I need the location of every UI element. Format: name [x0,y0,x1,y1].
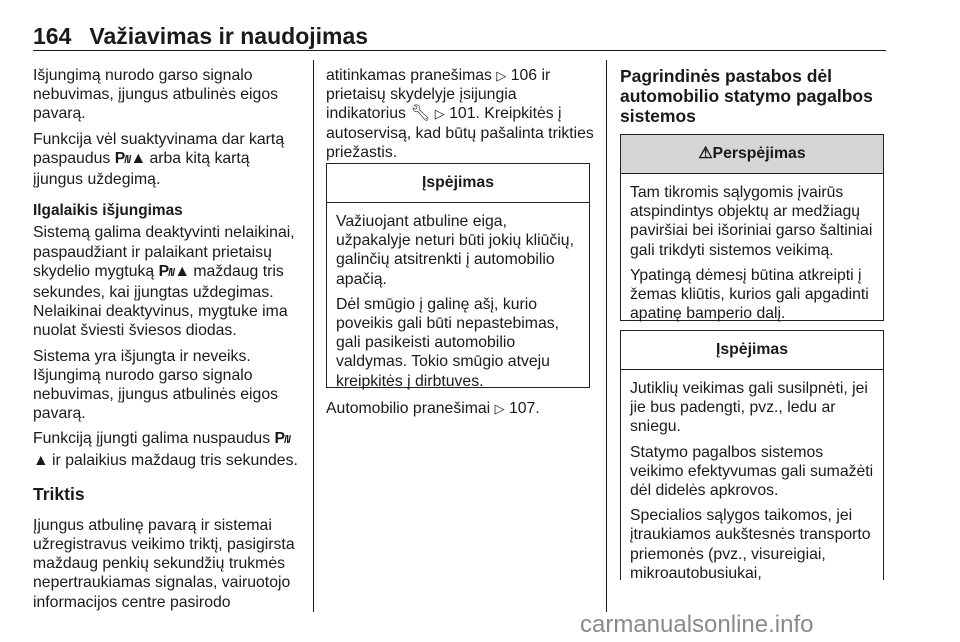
paragraph: Funkciją įjungti galima nuspaudus P/ǀ/▲ ir palaikius maždaug tris sekundes. [33,430,298,469]
page-reference[interactable]: 107 [508,400,536,417]
warning-box-body: Važiuojant atbuline eiga, užpakalyje neturi būti jokių kliūčių, galinčių atsitrenkti į automobilio apačią. Dėl smūgio į galinę ašį, kurio poveikis gali būti nepastebimas, gali pasikeisti automobilio valdymas. Tokio smūgio atveju kreipkitės į dirbtuves. [336,213,574,390]
paragraph: Sistema yra išjungta ir neveiks. Išjungimą nurodo garso signalo nebuvimas, įjungus atbulinės eigos pavarą. [33,347,279,423]
warning-box-body: Jutiklių veikimas gali susilpnėti, jei jie bus padengti, pvz., ledu ar sniegu. Statymo pagalbos sistemos veikimo efektyvumas gali sumažėti dėl didelės apkrovos. Specialios sąlygos taikomos, jei įtraukiamos aukštesnės transporto priemonės (pvz., visureigiai, mikroautobusiukai, [630,380,874,582]
paragraph: Automobilio pranešimai ▷ 107. [326,400,540,417]
warning-box-title: Įspėjimas [621,331,883,370]
watermark: carmanualsonline.info [580,611,814,638]
paragraph: Išjungimą nurodo garso signalo nebuvimas, įjungus atbulinės eigos pavarą. [33,67,279,123]
warning-box [326,163,590,388]
page-ref-arrow-icon: ▷ [434,106,445,122]
page-ref-arrow-icon: ▷ [496,68,507,83]
page-reference[interactable]: 106 [510,67,538,84]
subheading: Ilgalaikis išjungimas [33,202,183,220]
warning-triangle-icon: ⚠︎ [698,145,713,162]
section-heading: Pagrindinės pastabos dėl automobilio statymo pagalbos sistemos [620,66,873,126]
column-divider-2 [606,60,607,612]
column-divider-1 [313,60,314,612]
paragraph: Įjungus atbulinę pavarą ir sistemai užregistravus veikimo triktį, pasigirsta maždaug penkių sekundžių trukmės nepertraukiamas signalas, vairuotojo informacijos centre pasirodo [33,516,295,611]
paragraph: atitinkamas pranešimas ▷ 106 ir prietaisų skydelyje įsijungia indikatorius 🔧︎ ▷ 101. Kreipkitės į autoservisą, kad būtų pašalinta trikties priežastis. [326,67,594,161]
warning-box-title: Įspėjimas [327,164,589,203]
park-assist-button-icon: P/ǀ/▲ [158,262,189,280]
page-header [33,23,368,50]
section-heading: Triktis [33,483,85,504]
service-wrench-icon: 🔧︎ [410,105,431,123]
column-2-footer [326,399,598,424]
warning-box [620,330,884,580]
caution-box-header: ⚠︎Perspėjimas [621,135,883,174]
paragraph: Sistemą galima deaktyvinti nelaikinai, paspaudžiant ir palaikant prietaisų skydelio mygtuką P/ǀ/▲ maždaug tris sekundes, kai įjungtas uždegimas. Nelaikinai deaktyvinus, mygtuke ima nuolat šviesti šviesos diodas. [33,224,295,340]
column-3 [620,66,884,132]
page-ref-arrow-icon: ▷ [494,401,505,416]
page-number: 164 [33,23,72,49]
paragraph: Funkcija vėl suaktyvinama dar kartą paspaudus P/ǀ/▲ arba kitą kartą įjungus uždegimą. [33,130,285,189]
column-1 [33,66,303,618]
park-assist-button-icon: P/ǀ/▲ [114,149,146,167]
caution-box [620,134,884,321]
page-reference[interactable]: 101 [449,105,476,123]
caution-box-body: Tam tikromis sąlygomis įvairūs atspindintys objektų ar medžiagų paviršiai bei išoriniai garso šaltiniai gali trikdyti sistemos veikimą. Ypatingą dėmesį būtina atkreipti į žemas kliūtis, kurios gali apgadinti apatinę bamperio dalį. [630,184,873,323]
park-assist-button-icon: P/ǀ/▲ [33,430,291,469]
chapter-title: Važiavimas ir naudojimas [89,23,369,49]
header-rule [33,50,886,51]
column-2 [326,66,598,168]
